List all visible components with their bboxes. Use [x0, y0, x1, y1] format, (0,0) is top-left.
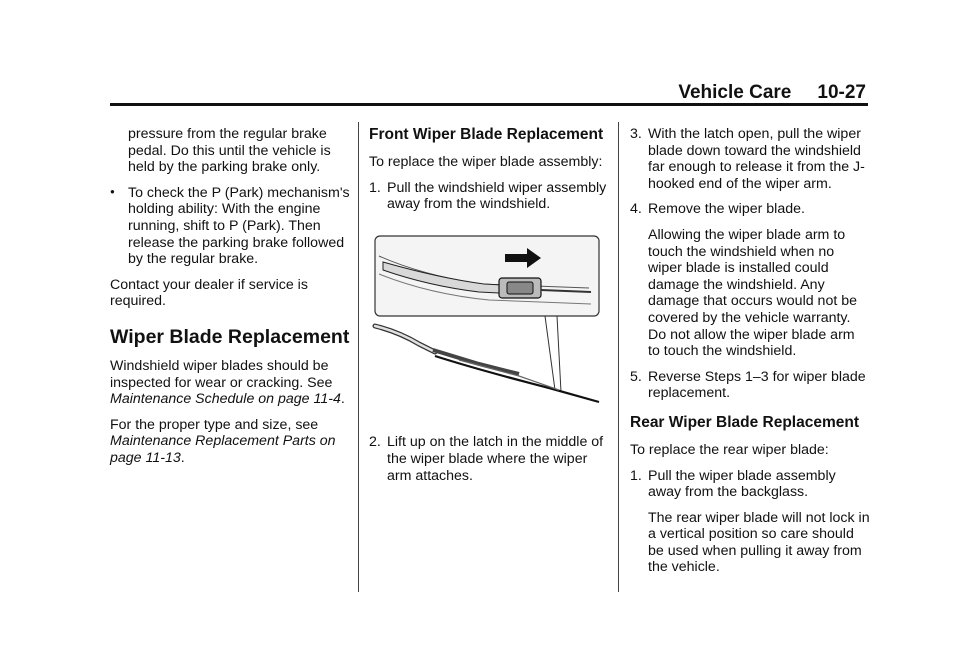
- page-header: [110, 82, 866, 102]
- parts-paragraph: For the proper type and size, see Maintenance Replacement Parts on page 11-13.: [110, 416, 336, 466]
- section-heading: Wiper Blade Replacement: [110, 325, 350, 348]
- step-4: [630, 201, 870, 218]
- step-text: Lift up on the latch in the middle of the wiper blade where the wiper arm attaches.: [387, 434, 604, 484]
- callout-line: [545, 316, 555, 390]
- header-rule: [110, 103, 868, 106]
- step-5: [630, 369, 870, 402]
- step-number: 3.: [630, 126, 642, 142]
- maintenance-schedule-link[interactable]: Maintenance Schedule on page 11-4: [110, 391, 341, 408]
- rear-wiper-heading: Rear Wiper Blade Replacement: [630, 413, 859, 431]
- step-text: Pull the windshield wiper assembly away from the windshield.: [387, 179, 607, 213]
- inspection-paragraph: Windshield wiper blades should be inspected for wear or cracking. See Maintenance Schedule on page 11-4.: [110, 357, 345, 408]
- step-number: 4.: [630, 201, 642, 218]
- replacement-parts-link[interactable]: Maintenance Replacement Parts on page 11-13: [110, 433, 336, 466]
- latch-button: [507, 282, 533, 294]
- section-title: Vehicle Care: [678, 82, 792, 103]
- wiper-blade: [435, 356, 599, 402]
- front-wiper-heading: Front Wiper Blade Replacement: [369, 126, 604, 143]
- bullet-text: To check the P (Park) mechanism's holding ability: With the engine running, shift to P (Park). Then release the parking brake followed by the regular brake.: [128, 184, 350, 268]
- column-2: [369, 126, 609, 493]
- column-divider: [618, 122, 619, 592]
- bullet-icon: ●: [110, 186, 115, 196]
- wiper-arm-lower: [433, 350, 519, 374]
- step-1: [369, 180, 609, 213]
- bullet-item: [110, 185, 350, 268]
- step-4-note: Allowing the wiper blade arm to touch the windshield when no wiper blade is installed could damage the windshield. Any damage that occurs would not be covered by the vehicle warranty. Do not allow the wiper blade arm to touch the windshield.: [648, 226, 858, 360]
- callout-line: [557, 316, 561, 392]
- wiper-illustration: [369, 234, 601, 416]
- step-text: Reverse Steps 1–3 for wiper blade replacement.: [648, 368, 866, 402]
- column-3: [630, 126, 870, 585]
- column-1: [110, 126, 350, 476]
- step-number: 2.: [369, 434, 381, 451]
- inspection-text: Windshield wiper blades should be inspected for wear or cracking. See: [110, 357, 333, 391]
- step-number: 1.: [630, 467, 642, 484]
- wiper-blade-frame: [459, 360, 559, 390]
- rear-intro: To replace the rear wiper blade:: [630, 441, 829, 458]
- page-number: 10-27: [817, 82, 866, 103]
- step-number: 5.: [630, 368, 642, 385]
- step-text: Pull the wiper blade assembly away from the backglass.: [648, 467, 836, 501]
- rear-step-1: [630, 468, 870, 501]
- parts-text: For the proper type and size, see: [110, 416, 319, 433]
- step-2: [369, 434, 609, 484]
- front-intro: To replace the wiper blade assembly:: [369, 154, 603, 170]
- continued-text: pressure from the regular brake pedal. Do this until the vehicle is held by the parking brake only.: [128, 126, 331, 176]
- step-text: With the latch open, pull the wiper blade down toward the windshield far enough to release it from the J-hooked end of the wiper arm.: [648, 126, 865, 192]
- rear-step-1-note: The rear wiper blade will not lock in a vertical position so care should be used when pulling it away from the vehicle.: [648, 509, 870, 576]
- column-divider: [358, 122, 359, 592]
- contact-text: Contact your dealer if service is required.: [110, 276, 308, 310]
- step-number: 1.: [369, 179, 381, 196]
- step-3: [630, 126, 870, 192]
- step-text: Remove the wiper blade.: [648, 201, 805, 218]
